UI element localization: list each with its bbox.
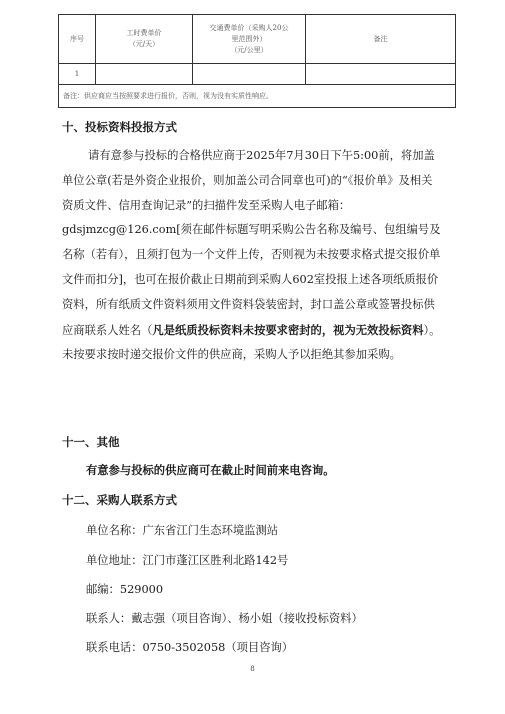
header-labor-fee: 工时费单价 （元/天） — [96, 15, 193, 64]
cell-labor-fee — [96, 64, 193, 85]
section-10-bold-text: 凡是纸质投标资料未按要求密封的，视为无效投标资料 — [152, 322, 424, 337]
contact-phone: 联系电话：0750-3502058（项目咨询） — [86, 641, 294, 654]
section-11-text: 有意参与投标的供应商可在截止时间前来电咨询。 — [86, 463, 335, 477]
section-10-paragraph — [62, 144, 443, 368]
unit-name: 单位名称：广东省江门生态环境监测站 — [86, 524, 279, 537]
section-10-title: 十、投标资料投报方式 — [62, 120, 177, 134]
quote-table — [58, 14, 456, 108]
header-remarks: 备注 — [306, 15, 456, 64]
cell-remarks — [306, 64, 456, 85]
unit-address: 单位地址：江门市蓬江区胜利北路142号 — [86, 554, 289, 567]
header-transport-fee: 交通费单价（采购人20公 里范围外） （元/公里） — [193, 15, 306, 64]
section-10-text-end: ）。未按要求按时递交报价文件的供应商，采购人予以拒绝其参加采购。 — [62, 323, 441, 362]
section-10-text: 请有意参与投标的合格供应商于2025年7月30日下午5:00前，将加盖单位公章(若是外资企业报价，则加盖公司合同章也可)的“《报价单》及相关资质文件、信用查询记录”的扫描件发至采购人电子邮箱：gdsjmzcg@126.com[须在邮件标题写明采购公告名称及编号、包组编号及名称（若有），且须打包为一个文件上传，否则视为未按要求格式提交报价单文件而扣分]，也可在报价截止日期前到采购人602室投报上述各项纸质报价资料，所有纸质文件资料须用文件资料袋装密封，封口盖公章或签署投标供应商联系人姓名（ — [62, 149, 441, 337]
table-header-row — [59, 15, 456, 64]
section-11-title: 十一、其他 — [62, 435, 120, 449]
table-row — [59, 64, 456, 85]
contact-person: 联系人：戴志强（项目咨询）、杨小姐（接收投标资料） — [86, 612, 363, 625]
header-index: 序号 — [59, 15, 96, 64]
postcode: 邮编：529000 — [86, 583, 164, 596]
cell-index: 1 — [59, 64, 96, 85]
section-12-title: 十二、采购人联系方式 — [62, 493, 177, 507]
table-note-row — [59, 85, 456, 108]
cell-transport-fee — [193, 64, 306, 85]
page-number: 8 — [250, 665, 255, 673]
table-note: 备注：供应商应当按照要求进行报价，否则，视为没有实质性响应。 — [59, 85, 456, 108]
